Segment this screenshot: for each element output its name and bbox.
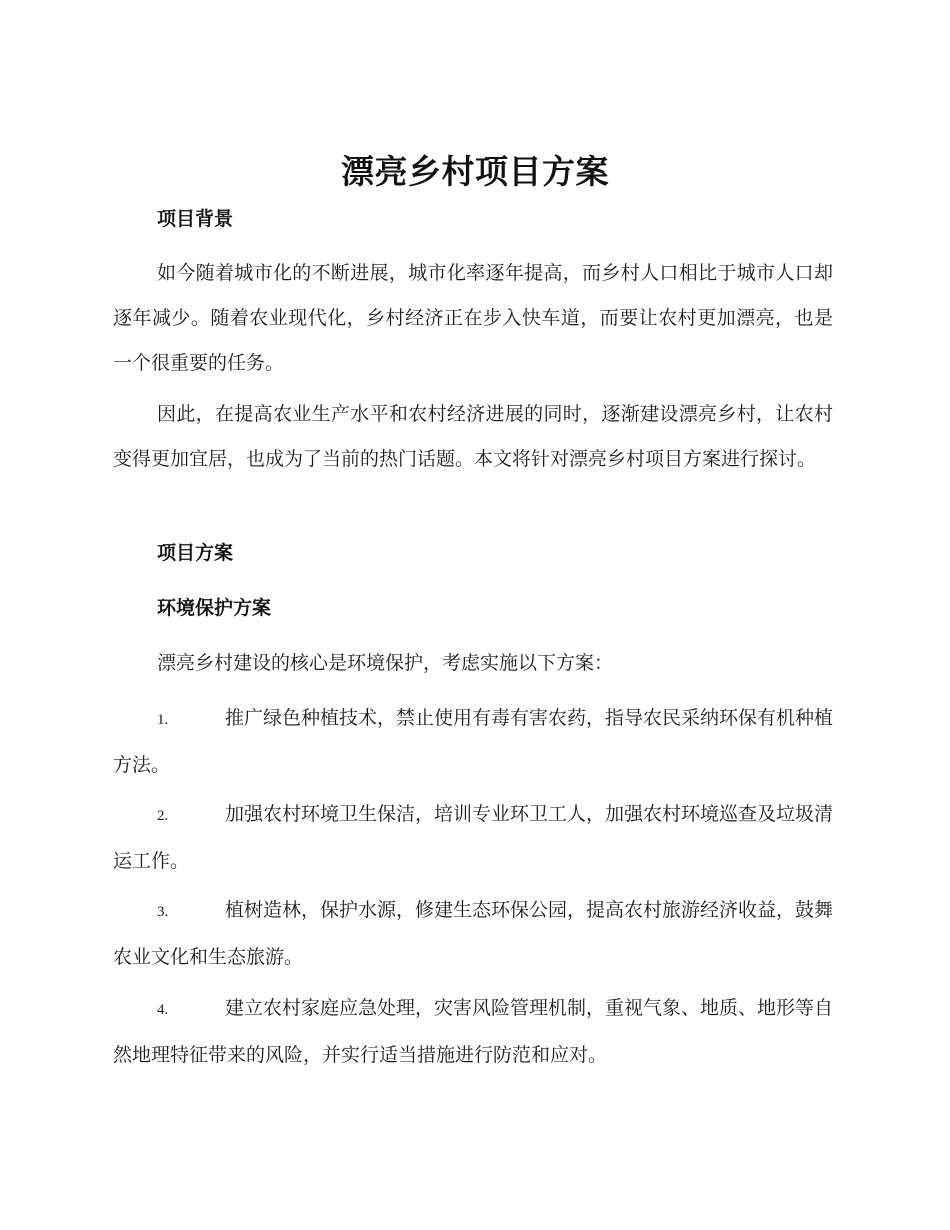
list-item-number: 3.	[157, 904, 169, 920]
list-item-number: 1.	[157, 712, 169, 728]
list-item-text: 推广绿色种植技术，禁止使用有毒有害农药，指导农民采纳环保有机种植方法。	[113, 707, 834, 776]
list-item-number: 4.	[157, 1002, 169, 1018]
list-item-number: 2.	[157, 808, 169, 824]
list-item-text: 建立农村家庭应急处理，灾害风险管理机制，重视气象、地质、地形等自然地理特征带来的风险，并实行适当措施进行防范和应对。	[113, 997, 834, 1066]
list-item	[113, 696, 833, 788]
section-heading-background: 项目背景	[157, 208, 234, 230]
list-item	[113, 888, 833, 980]
list-item	[113, 792, 833, 884]
document-title: 漂亮乡村项目方案	[341, 152, 609, 191]
environment-intro: 漂亮乡村建设的核心是环境保护，考虑实施以下方案：	[157, 652, 614, 674]
list-item	[113, 986, 833, 1078]
background-paragraph-1: 如今随着城市化的不断进展，城市化率逐年提高，而乡村人口相比于城市人口却逐年减少。随着农业现代化，乡村经济正在步入快车道，而要让农村更加漂亮，也是一个很重要的任务。	[113, 262, 833, 374]
list-item-text: 植树造林，保护水源，修建生态环保公园，提高农村旅游经济收益，鼓舞农业文化和生态旅游。	[113, 899, 834, 968]
list-item-text: 加强农村环境卫生保洁，培训专业环卫工人，加强农村环境巡查及垃圾清运工作。	[113, 803, 834, 872]
background-paragraph-2: 因此，在提高农业生产水平和农村经济进展的同时，逐渐建设漂亮乡村，让农村变得更加宜居，也成为了当前的热门话题。本文将针对漂亮乡村项目方案进行探讨。	[113, 403, 833, 470]
section-heading-environment: 环境保护方案	[157, 597, 272, 619]
section-heading-plan: 项目方案	[157, 542, 234, 564]
